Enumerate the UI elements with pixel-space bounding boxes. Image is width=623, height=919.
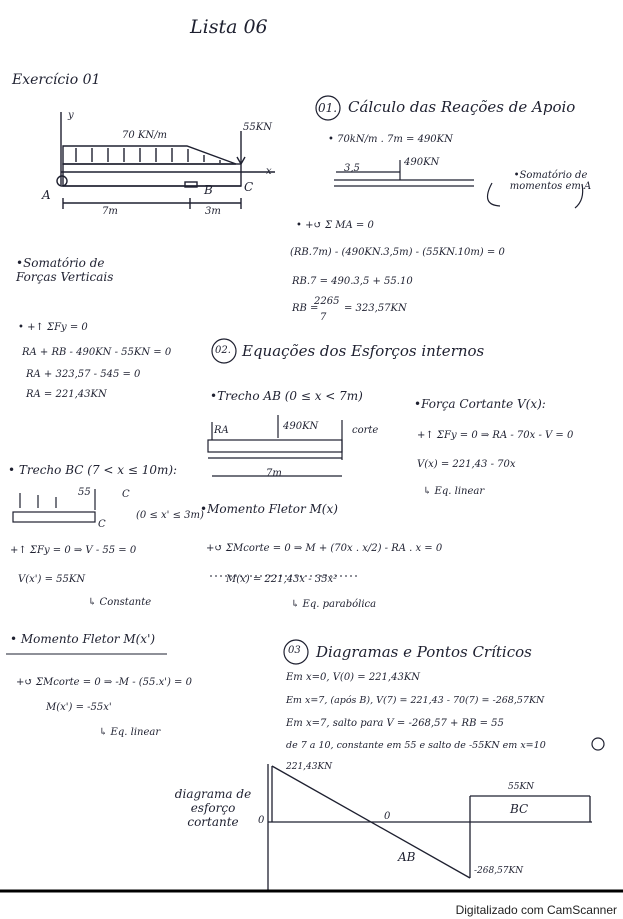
shear-note: ↳ Eq. linear: [423, 486, 485, 497]
bc-moment-eq2: M(x') = -55x': [46, 702, 112, 713]
span-bc-label: 3m: [205, 206, 221, 217]
moment-note: ↳ Eq. parabólica: [291, 599, 377, 610]
point-c-label: C: [244, 180, 254, 194]
section-01-number: 01.: [318, 101, 338, 115]
bc-c-label-2: C: [98, 519, 106, 530]
shear-eq1: +↑ ΣFy = 0 ⇒ RA - 70x - V = 0: [417, 430, 574, 441]
fbd-corte-label: corte: [352, 425, 379, 436]
moment-eq1: +↺ ΣMcorte = 0 ⇒ M + (70x . x/2) - RA . x = 0: [206, 543, 443, 554]
section-03-title: Diagramas e Pontos Críticos: [316, 643, 532, 661]
bc-eq1: +↑ ΣFy = 0 ⇒ V - 55 = 0: [10, 545, 137, 556]
section-02-title: Equações dos Esforços internos: [242, 342, 485, 360]
bc-range: (0 ≤ x' ≤ 3m): [136, 510, 204, 521]
scanner-watermark: Digitalizado com CamScanner: [455, 903, 617, 917]
bc-note: ↳ Constante: [88, 597, 152, 608]
bc-moment-eq1: +↺ ΣMcorte = 0 ⇒ -M - (55.x') = 0: [16, 677, 192, 688]
support-a-label: A: [42, 188, 51, 202]
y-axis-label: y: [68, 110, 74, 121]
diagram-ab-label: AB: [398, 850, 416, 864]
trecho-bc-title: • Trecho BC (7 < x ≤ 10m):: [8, 463, 178, 477]
shear-diagram: [268, 764, 592, 892]
diagram-bc-value: 55KN: [508, 782, 535, 792]
support-a-pin: [57, 176, 67, 186]
s03-line1: Em x=0, V(0) = 221,43KN: [286, 672, 421, 683]
diagram-label: diagrama de esforço cortante: [174, 787, 252, 829]
forces-eq3: RA + 323,57 - 545 = 0: [26, 369, 141, 380]
s01-fbd-force: 490KN: [404, 157, 440, 168]
moment-eq2: M(x) = 221,43x - 35x²: [226, 574, 338, 585]
section-01-title: Cálculo das Reações de Apoio: [348, 98, 576, 116]
diagram-bottom-value: -268,57KN: [474, 866, 524, 876]
span-ab-label: 7m: [102, 206, 118, 217]
x-axis-label: x: [266, 166, 272, 177]
bc-eq2: V(x') = 55KN: [18, 574, 86, 585]
s03-line3: Em x=7, salto para V = -268,57 + RB = 55: [286, 718, 504, 729]
shear-title: •Força Cortante V(x):: [414, 397, 546, 411]
s03-line2: Em x=7, (após B), V(7) = 221,43 - 70(7) = -268,57KN: [286, 695, 545, 706]
s01-eq4-num: 2265: [314, 296, 340, 307]
circle-55: [592, 738, 604, 750]
s01-note: •Somatório de momentos em A: [509, 170, 592, 192]
support-b-label: B: [204, 183, 213, 197]
s01-eq3: RB.7 = 490.3,5 + 55.10: [292, 276, 413, 287]
trecho-ab-title: •Trecho AB (0 ≤ x < 7m): [210, 389, 363, 403]
diagram-bc-label: BC: [510, 802, 529, 816]
fbd-load-label: 490KN: [283, 421, 319, 432]
page-title: Lista 06: [190, 16, 268, 38]
s01-eq4b: = 323,57KN: [344, 303, 407, 314]
fbd-ra-label: RA: [214, 425, 229, 436]
diagram-zero: 0: [258, 815, 265, 826]
load-label: 70 KN/m: [122, 130, 167, 141]
s01-eq1: • +↺ Σ MA = 0: [296, 220, 374, 231]
forces-eq4: RA = 221,43KN: [26, 389, 107, 400]
forces-eq1: • +↑ ΣFy = 0: [18, 322, 88, 333]
point-load-label: 55KN: [243, 122, 272, 133]
s01-eq2: (RB.7m) - (490KN.3,5m) - (55KN.10m) = 0: [290, 247, 505, 258]
s01-eq4a: RB =: [292, 303, 319, 314]
s03-line4: de 7 a 10, constante em 55 e salto de -55KN em x=10: [286, 740, 546, 751]
diagram-mid-zero: 0: [384, 811, 391, 822]
s01-fbd-dist: 3,5: [344, 163, 360, 174]
bc-load-label: 55: [78, 487, 91, 498]
bc-moment-note: ↳ Eq. linear: [99, 727, 161, 738]
bc-c-label: C: [122, 489, 130, 500]
forces-note: •Somatório de Forças Verticais: [16, 256, 114, 284]
section-02-number: 02.: [215, 345, 231, 356]
bc-moment-title: • Momento Fletor M(x'): [10, 632, 156, 646]
s01-eq4-den: 7: [320, 312, 327, 323]
forces-eq2: RA + RB - 490KN - 55KN = 0: [22, 347, 172, 358]
exercise-title: Exercício 01: [12, 72, 101, 88]
fbd-length-label: 7m: [266, 468, 282, 479]
section-03-number: 03: [288, 645, 301, 656]
load-outline: [63, 146, 236, 164]
s01-line1: • 70kN/m . 7m = 490KN: [328, 134, 453, 145]
diagram-top-value: 221,43KN: [286, 762, 333, 772]
beam-body: [63, 164, 241, 186]
shear-eq2: V(x) = 221,43 - 70x: [417, 459, 516, 470]
moment-title: •Momento Fletor M(x): [200, 502, 338, 516]
